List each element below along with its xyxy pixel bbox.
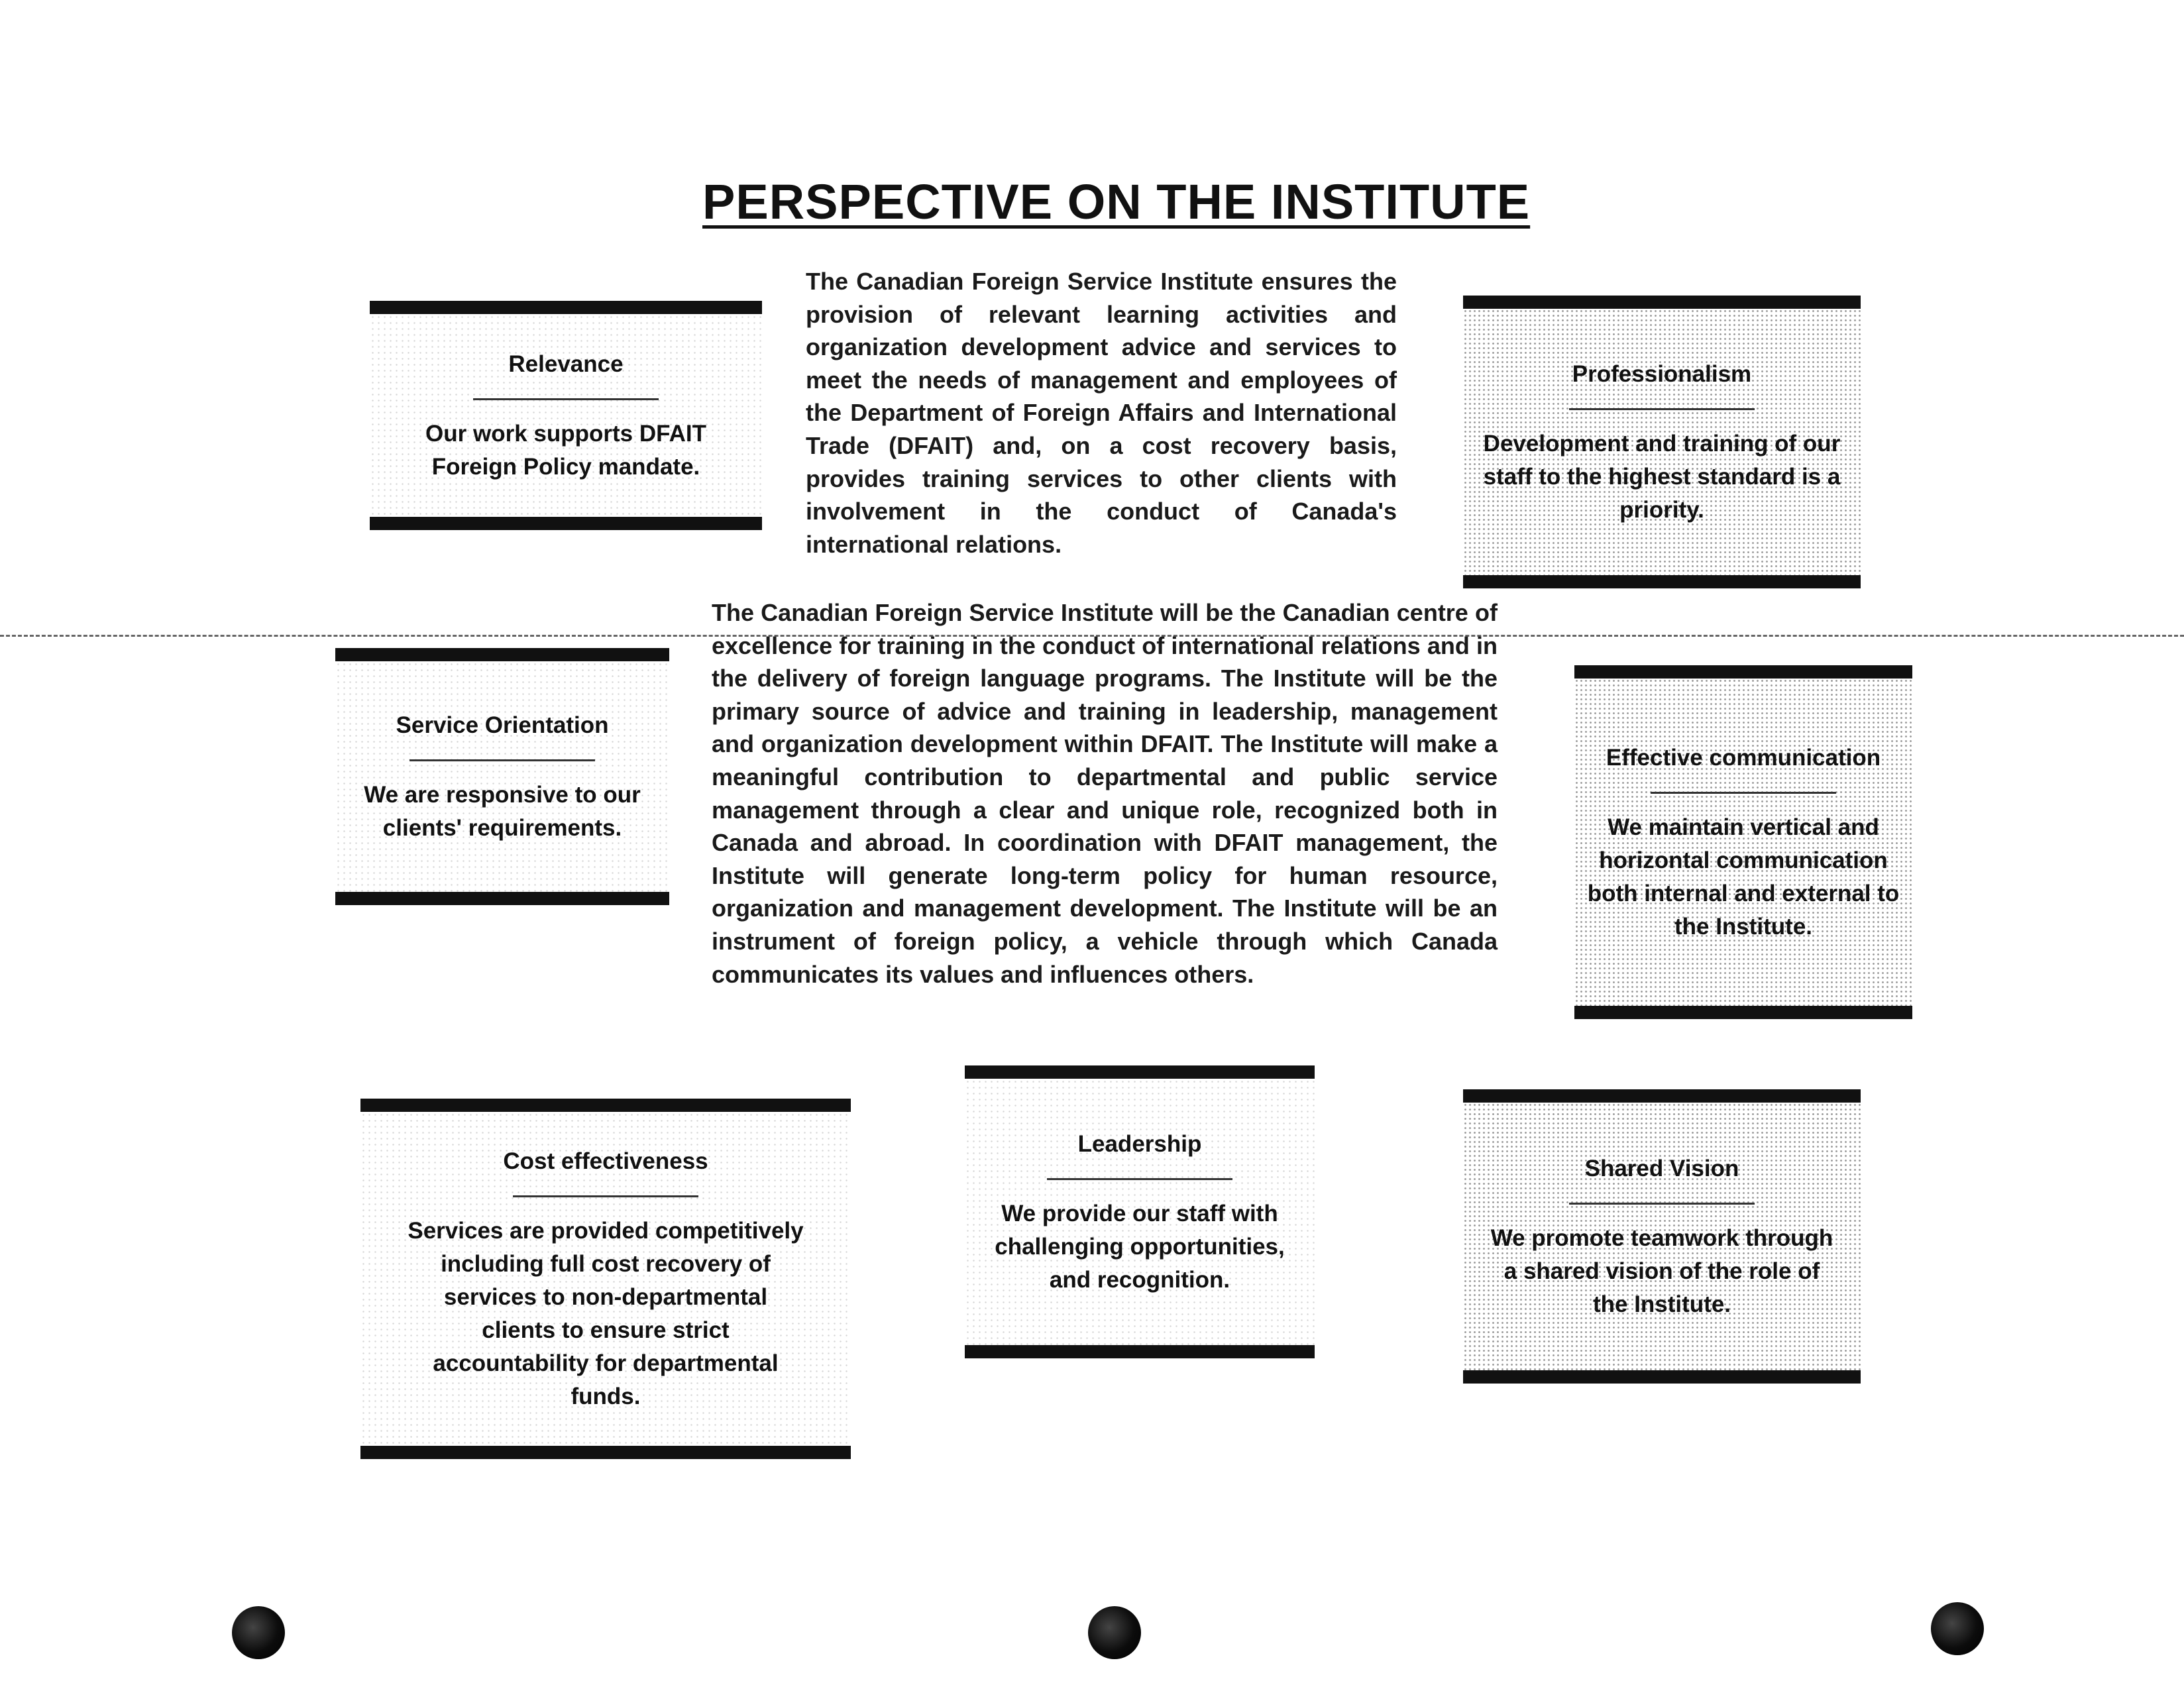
punch-hole-left (232, 1606, 285, 1659)
value-divider (513, 1195, 698, 1197)
value-text: We promote teamwork through a shared vision of the role of the Institute. (1490, 1224, 1833, 1317)
value-text: We maintain vertical and horizontal communication both internal and external to the Institute. (1587, 814, 1900, 940)
value-box-shared-vision (1463, 1089, 1861, 1384)
value-heading: Leadership (1077, 1130, 1202, 1157)
value-box-professionalism (1463, 296, 1861, 588)
value-heading: Service Orientation (396, 712, 609, 738)
value-heading: Effective communication (1606, 744, 1881, 771)
value-divider (1569, 408, 1755, 410)
value-box-effective-communication (1574, 665, 1912, 1019)
value-text: Development and training of our staff to the highest standard is a priority. (1483, 430, 1841, 523)
value-text: Our work supports DFAIT Foreign Policy mandate. (425, 420, 706, 480)
value-box-relevance (370, 301, 762, 530)
value-divider (1651, 792, 1836, 794)
value-text: We provide our staff with challenging opportunities, and recognition. (995, 1200, 1285, 1293)
value-text: We are responsive to our clients' requirements. (364, 781, 641, 841)
value-box-cost-effectiveness (360, 1099, 851, 1459)
value-heading: Relevance (508, 351, 624, 377)
value-heading: Cost effectiveness (503, 1148, 708, 1174)
punch-hole-right (1931, 1602, 1984, 1655)
value-divider (473, 398, 659, 400)
value-box-service-orientation (335, 648, 669, 905)
mission-paragraph: The Canadian Foreign Service Institute ensures the provision of relevant learning activities and organization development advice and services to meet the needs of management and employees of the Department of Foreign Affairs and International Trade (DFAIT) and, on a cost recovery basis, provides training services to other clients with involvement in the conduct of Canada's international relations. (806, 268, 1397, 558)
value-text: Services are provided competitively including full cost recovery of services to non-departmental clients to ensure strict accountability for departmental funds. (408, 1217, 804, 1409)
value-divider (410, 759, 595, 761)
value-box-leadership (965, 1065, 1315, 1358)
punch-hole-center (1088, 1606, 1141, 1659)
value-heading: Professionalism (1572, 360, 1752, 387)
value-divider (1047, 1178, 1232, 1180)
vision-paragraph: The Canadian Foreign Service Institute will be the Canadian centre of excellence for training in the conduct of international relations and in the delivery of foreign language programs. The Institute will be the primary source of advice and training in leadership, management and organization development within DFAIT. The Institute will make a meaningful contribution to departmental and public service management through a clear and unique role, recognized both in Canada and abroad. In coordination with DFAIT management, the Institute will generate long-term policy for human resource, organization and management development. The Institute will be an instrument of foreign policy, a vehicle through which Canada communicates its values and influences others. (712, 599, 1498, 988)
value-heading: Shared Vision (1584, 1155, 1739, 1181)
value-divider (1569, 1203, 1755, 1205)
page-title: PERSPECTIVE ON THE INSTITUTE (702, 174, 1531, 229)
